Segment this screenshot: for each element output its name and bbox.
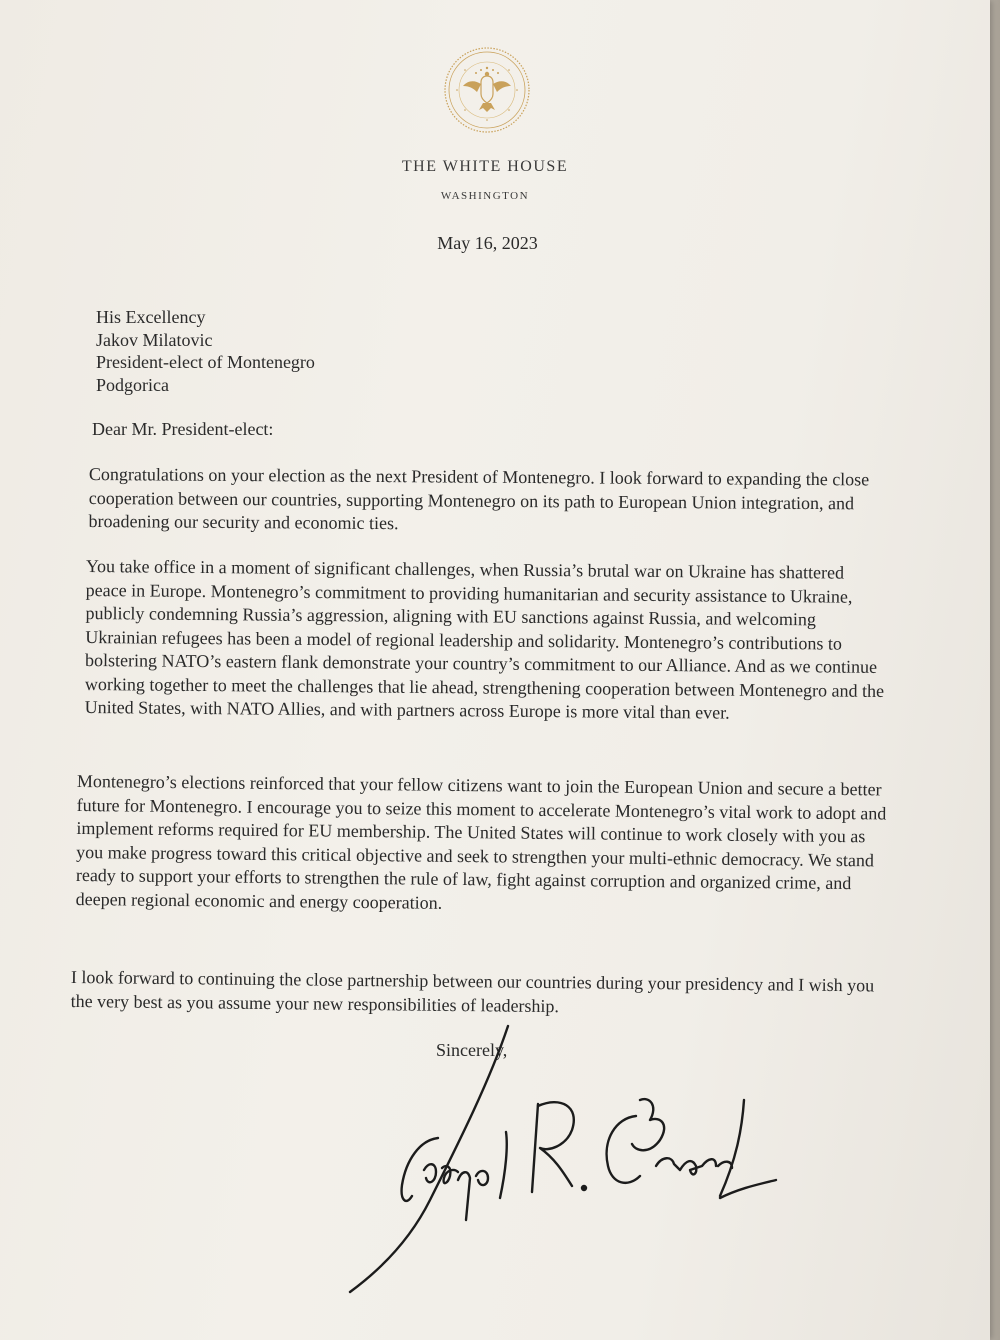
- body-paragraph-1: Congratulations on your election as the next President of Montenegro. I look forward to expanding the close cooperation between our countries, supporting Montenegro on its path to European Union integration, and broadening our security and economic ties.: [88, 463, 870, 534]
- closing: Sincerely,: [436, 1040, 508, 1060]
- addressee-city: Podgorica: [96, 374, 169, 395]
- letter-date: May 16, 2023: [437, 233, 538, 253]
- letterhead-subtitle: WASHINGTON: [440, 190, 530, 202]
- salutation: Dear Mr. President-elect:: [92, 419, 274, 439]
- addressee-honorific: His Excellency: [96, 307, 206, 327]
- letterhead-title: THE WHITE HOUSE: [401, 158, 569, 175]
- body-paragraph-2: You take office in a moment of significant challenges, when Russia’s brutal war on Ukraine has shattered peace in Europe. Montenegro’s commitment to providing humanitarian and security assistance to Ukraine, publicly condemning Russia’s aggression, aligning with EU sanctions against Russia, and welcoming Ukrainian refugees has been a model of regional leadership and solidarity. Montenegro’s contributions to bolstering NATO’s eastern flank demonstrate your country’s commitment to our Alliance. And as we continue working together to meet the challenges that lie ahead, strengthening cooperation between Montenegro and the United States, with NATO Allies, and with partners across Europe is more vital than ever.: [84, 555, 885, 723]
- handwritten-signature: [340, 1020, 790, 1300]
- addressee-position: President-elect of Montenegro: [96, 352, 315, 372]
- presidential-seal-icon: [443, 46, 531, 134]
- body-paragraph-3: Montenegro’s elections reinforced that your fellow citizens want to join the European Union and secure a better future for Montenegro. I encourage you to seize this moment to accelerate Montenegro’s vital work to adopt and implement reforms required for EU membership. The United States will continue to work closely with you as you make progress toward this critical objective and seek to strengthen your multi-ethnic democracy. We stand ready to support your efforts to strengthen the rule of law, fight against corruption and organized crime, and deepen regional economic and energy cooperation.: [75, 770, 887, 913]
- addressee-block: [96, 306, 315, 396]
- addressee-name: Jakov Milatovic: [96, 329, 213, 350]
- body-paragraph-4: I look forward to continuing the close partnership between our countries during your presidency and I wish you the very best as you assume your new responsibilities of leadership.: [70, 966, 875, 1016]
